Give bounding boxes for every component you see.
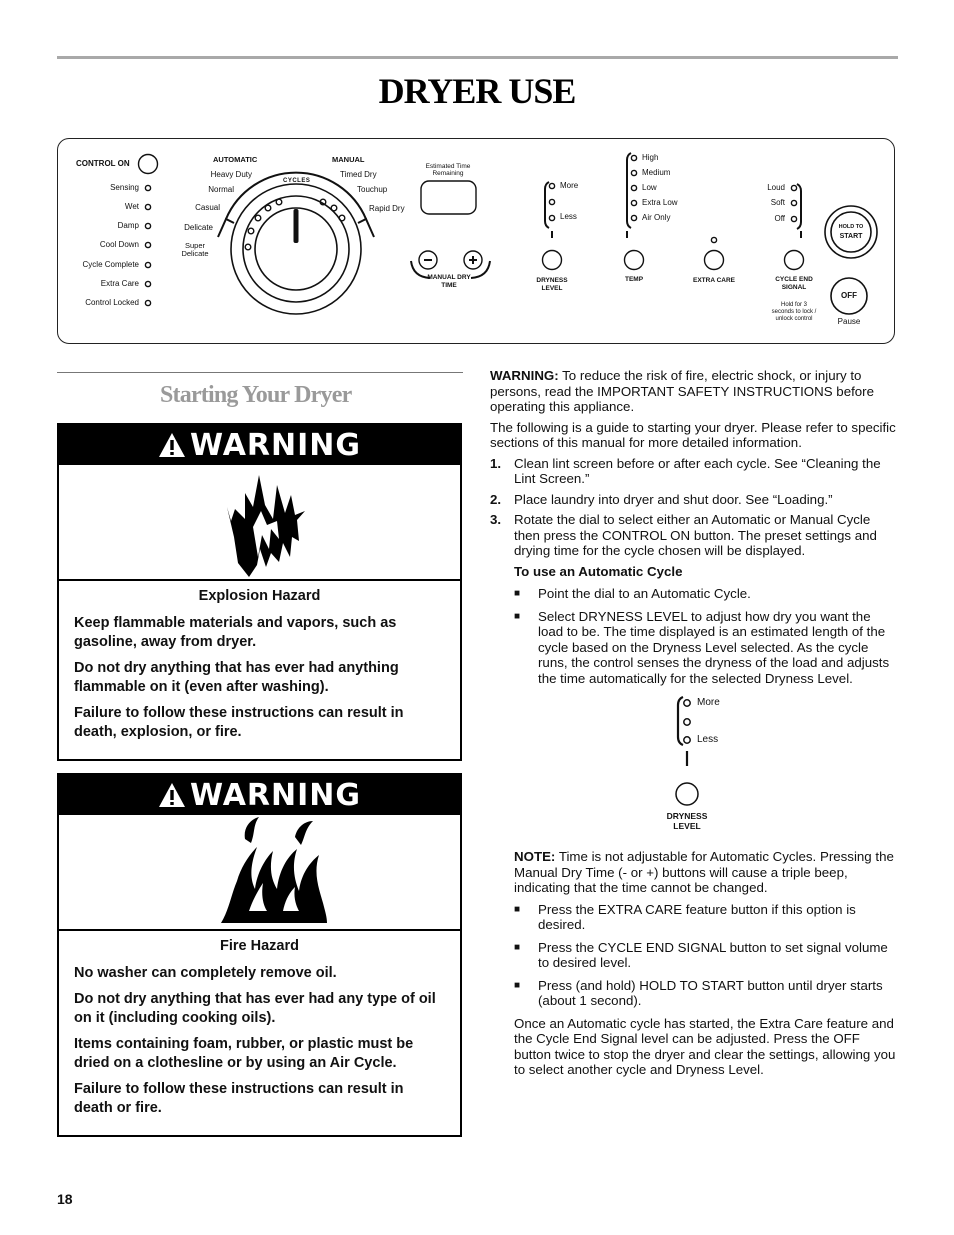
intro-paragraph: The following is a guide to starting your dryer. Please refer to specific sections of this manual for more detailed information. — [490, 419, 896, 450]
explosion-pictogram — [59, 465, 460, 581]
section-title: Starting Your Dryer — [160, 382, 352, 408]
manual-label: MANUAL — [332, 155, 365, 164]
control-on-label: CONTROL ON — [76, 159, 130, 168]
fire-icon — [59, 815, 460, 929]
section-rule — [57, 372, 463, 373]
cycles-label: CYCLES — [283, 178, 311, 184]
step-number: 3. — [490, 512, 502, 527]
warning-header-text: WARNING — [189, 427, 362, 463]
bullet-square-icon: ■ — [514, 903, 521, 915]
cycle-rapid-dry-label: Rapid Dry — [369, 204, 405, 213]
cycle-touchup-label: Touchup — [357, 185, 388, 194]
bullet-square-icon: ■ — [514, 588, 521, 599]
status-control-locked-label: Control Locked — [85, 298, 139, 307]
bullet-text: Press the EXTRA CARE feature button if this option is desired. — [538, 901, 856, 932]
hold-to-label: HOLD TO — [838, 224, 864, 230]
fire-pictogram — [59, 815, 460, 931]
warning-text: To reduce the risk of fire, electric shock, or injury to persons, read the IMPORTANT SAFETY INSTRUCTIONS before operating this appliance. — [490, 368, 875, 414]
temp-low-label: Low — [642, 183, 657, 192]
note-text: Time is not adjustable for Automatic Cycles. Pressing the Manual Dry Time (- or +) buttons will cause a triple beep, indicating that the time cannot be changed. — [514, 849, 894, 895]
hazard-title: Fire Hazard — [220, 938, 299, 954]
estimated-time-label: Estimated Time Remaining — [425, 163, 471, 177]
page-title: DRYER USE — [378, 71, 576, 111]
explosion-warning-body — [59, 581, 460, 759]
warning-line: Failure to follow these instructions can result in death, explosion, or fire. — [74, 705, 404, 740]
status-cool-down-label: Cool Down — [99, 240, 139, 249]
status-damp-label: Damp — [117, 221, 139, 230]
closing-paragraph: Once an Automatic cycle has started, the Extra Care feature and the Cycle End Signal level can be adjusted. Press the OFF button twice to stop the dryer and clear the settings, allowing you to select another cycle and Dryness Level. — [514, 1015, 896, 1077]
extra-care-label: EXTRA CARE — [692, 277, 735, 284]
steps-list — [490, 456, 898, 559]
pause-label: Pause — [837, 317, 861, 326]
figure-dryness-label: DRYNESS — [666, 811, 708, 821]
dryness-more-label: More — [560, 181, 579, 190]
step-text: Place laundry into dryer and shut door. See “Loading.” — [514, 491, 833, 507]
signal-loud-label: Loud — [767, 183, 785, 192]
figure-more-label: More — [697, 697, 720, 708]
fire-warning-body — [59, 931, 460, 1135]
signal-off-label: Off — [774, 214, 785, 223]
explosion-warning-box — [57, 423, 462, 761]
bullet-text: Select DRYNESS LEVEL to adjust how dry you want the load to be. The time displayed is an estimated length of the cycle based on the Dryness Level selected. As the cycle runs, the control senses the dryness of the load and adjusts the time automatically for the selected Dryness Level. — [538, 608, 890, 686]
top-rule — [57, 56, 898, 59]
temp-label: TEMP — [624, 276, 644, 283]
cycle-timed-dry-label: Timed Dry — [340, 170, 377, 179]
status-cycle-complete-label: Cycle Complete — [82, 260, 139, 269]
cycle-end-signal-label: CYCLE END SIGNAL — [775, 276, 813, 291]
warning-label: WARNING: — [490, 368, 559, 383]
warning-line: Failure to follow these instructions can result in death or fire. — [74, 1081, 404, 1116]
warning-header — [59, 425, 460, 465]
manual-dry-time-label: MANUAL DRY TIME — [427, 274, 471, 289]
note-paragraph — [514, 849, 898, 896]
status-extra-care-label: Extra Care — [100, 279, 139, 288]
temp-medium-label: Medium — [642, 168, 671, 177]
list-item — [514, 609, 898, 687]
warning-line: Do not dry anything that has ever had anything flammable on it (even after washing). — [74, 660, 399, 695]
warning-line: No washer can completely remove oil. — [74, 965, 337, 981]
status-sensing-label: Sensing — [110, 183, 139, 192]
instructions-column — [490, 368, 898, 1083]
cycle-heavy-duty-label: Heavy Duty — [210, 170, 252, 179]
step-text: Clean lint screen before or after each cycle. See “Cleaning the Lint Screen.” — [514, 455, 881, 486]
explosion-icon — [59, 465, 460, 579]
figure-less-label: Less — [697, 734, 719, 745]
control-panel-diagram — [57, 138, 895, 344]
safety-warning-paragraph — [490, 368, 898, 415]
start-label: START — [839, 233, 863, 240]
step-number: 2. — [490, 491, 502, 507]
bullet-square-icon: ■ — [514, 979, 521, 991]
temp-high-label: High — [642, 153, 659, 162]
temp-air-only-label: Air Only — [642, 213, 671, 222]
step-text: Rotate the dial to select either an Automatic or Manual Cycle then press the CONTROL ON button. The preset settings and drying time for the cycle chosen will be displayed. — [514, 512, 877, 558]
list-item — [490, 456, 898, 487]
list-item — [514, 978, 898, 1009]
cycle-casual-label: Casual — [195, 203, 220, 212]
lock-note: Hold for 3 seconds to lock / unlock control — [771, 302, 817, 322]
figure-level-label: LEVEL — [673, 821, 701, 831]
bullet-text: Press (and hold) HOLD TO START button until dryer starts (about 1 second). — [538, 977, 883, 1008]
step-number: 1. — [490, 455, 502, 471]
bullet-square-icon: ■ — [514, 941, 521, 953]
hazard-title: Explosion Hazard — [198, 588, 321, 604]
warning-triangle-icon — [158, 782, 186, 808]
dryness-level-figure — [490, 693, 898, 841]
off-label: OFF — [841, 291, 857, 300]
bullet-square-icon: ■ — [514, 610, 521, 622]
bullet-text: Point the dial to an Automatic Cycle. — [538, 586, 751, 601]
cycle-delicate-label: Delicate — [184, 223, 213, 232]
status-wet-label: Wet — [124, 202, 139, 211]
signal-soft-label: Soft — [770, 198, 785, 207]
page-number: 18 — [57, 1191, 73, 1207]
dryness-level-label: DRYNESS LEVEL — [536, 277, 568, 292]
automatic-label: AUTOMATIC — [213, 155, 258, 164]
warning-line: Keep flammable materials and vapors, such as gasoline, away from dryer. — [74, 615, 397, 650]
dryness-less-label: Less — [560, 212, 577, 221]
cycle-normal-label: Normal — [208, 185, 234, 194]
warning-line: Do not dry anything that has ever had any type of oil on it (including cooking oils). — [74, 991, 436, 1026]
temp-extra-low-label: Extra Low — [642, 198, 678, 207]
list-item — [514, 586, 898, 602]
bullet-text: Press the CYCLE END SIGNAL button to set signal volume to desired level. — [538, 939, 888, 970]
list-item — [514, 902, 898, 933]
automatic-cycle-heading: To use an Automatic Cycle — [514, 563, 683, 579]
warning-line: Items containing foam, rubber, or plastic must be dried on a clothesline or by using an Air Cycle. — [74, 1036, 414, 1071]
list-item — [514, 940, 898, 971]
cycle-super-delicate-label: Super Delicate — [181, 241, 209, 258]
warning-triangle-icon — [158, 432, 186, 458]
warning-header-text: WARNING — [189, 777, 362, 813]
list-item — [490, 492, 898, 508]
note-label: NOTE: — [514, 849, 556, 864]
list-item — [490, 512, 898, 559]
fire-warning-box — [57, 773, 462, 1137]
warning-header — [59, 775, 460, 815]
